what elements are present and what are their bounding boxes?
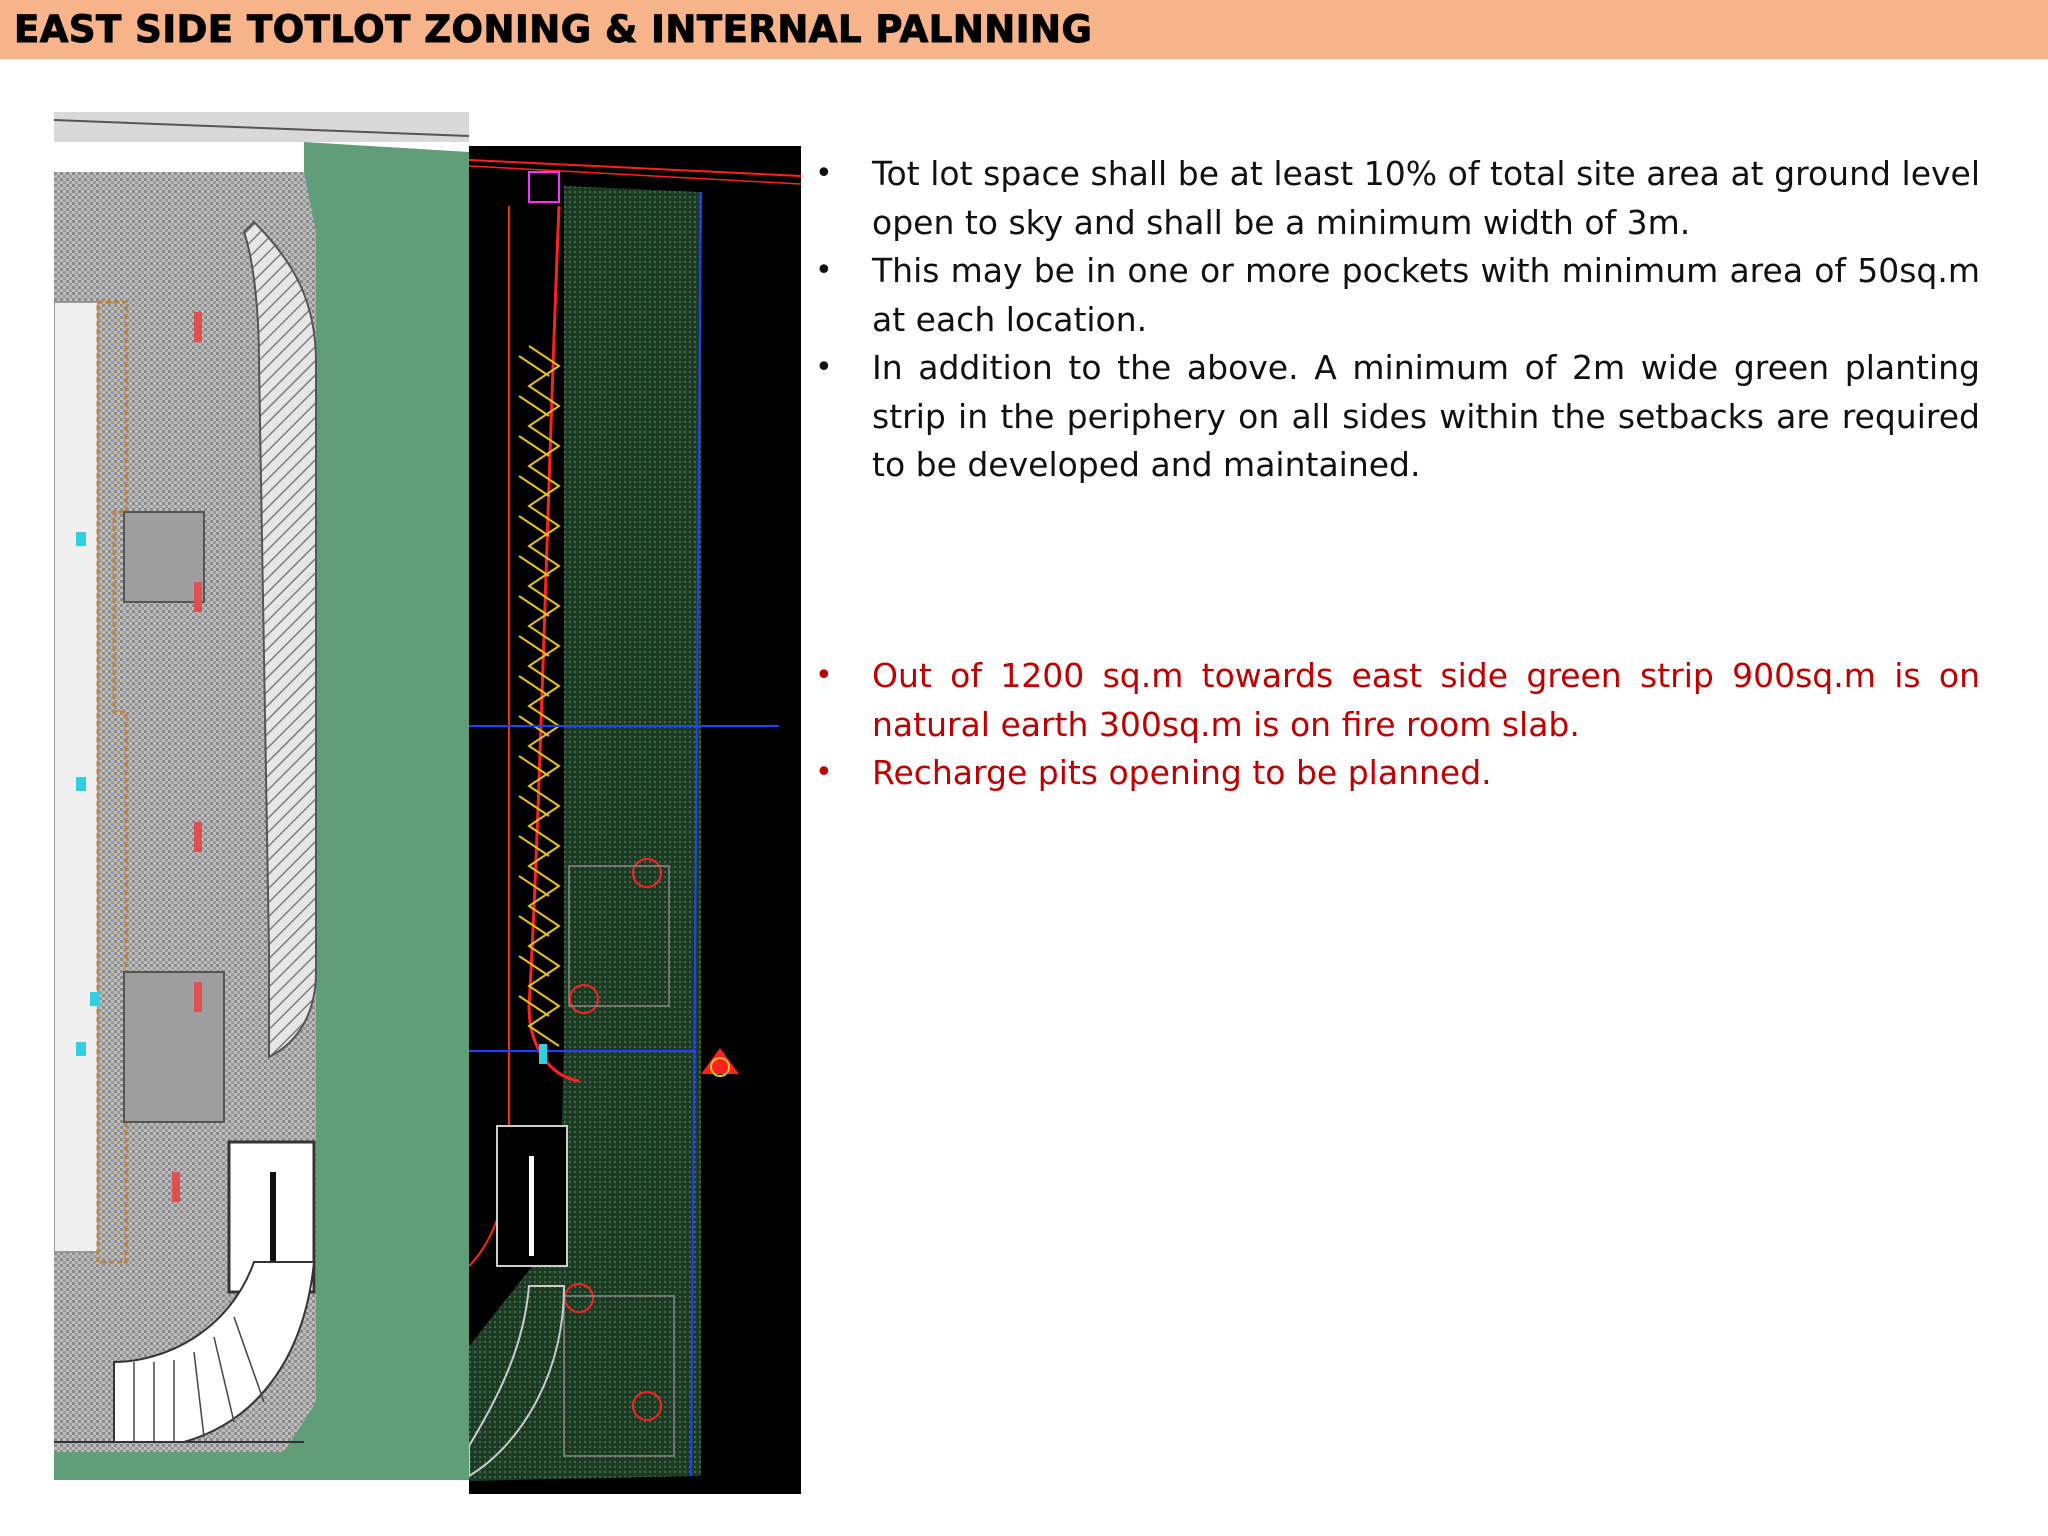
highlight-bullet-list [815, 652, 1980, 798]
list-item [815, 749, 1980, 798]
list-item [815, 247, 1980, 344]
site-plan-image [54, 112, 469, 1480]
title-bar [0, 0, 2048, 59]
bullet-text: In addition to the above. A minimum of 2m wide green planting strip in the periphery on all sides within the setbacks are required to be developed and maintained. [872, 348, 1980, 484]
bullet-icon: • [815, 253, 833, 288]
bullet-text: Recharge pits opening to be planned. [872, 753, 1492, 792]
east-side-notes [815, 652, 1980, 798]
bullet-icon: • [815, 755, 833, 790]
bullet-icon: • [815, 350, 833, 385]
general-bullet-list [815, 150, 1980, 490]
bullet-text: Out of 1200 sq.m towards east side green strip 900sq.m is on natural earth 300sq.m is on fire room slab. [872, 656, 1980, 744]
list-item [815, 652, 1980, 749]
cad-drawing-image [469, 146, 801, 1494]
list-item [815, 150, 1980, 247]
list-item [815, 344, 1980, 490]
bullet-icon: • [815, 658, 833, 693]
colored-site-plan-image [54, 112, 469, 1480]
page-title: EAST SIDE TOTLOT ZONING & INTERNAL PALNNING [14, 8, 1093, 51]
bullet-text: This may be in one or more pockets with minimum area of 50sq.m at each location. [872, 251, 1980, 339]
general-requirements [815, 150, 1980, 490]
bullet-icon: • [815, 156, 833, 191]
bullet-text: Tot lot space shall be at least 10% of total site area at ground level open to sky and shall be a minimum width of 3m. [872, 154, 1980, 242]
cad-plan-image [469, 146, 801, 1494]
